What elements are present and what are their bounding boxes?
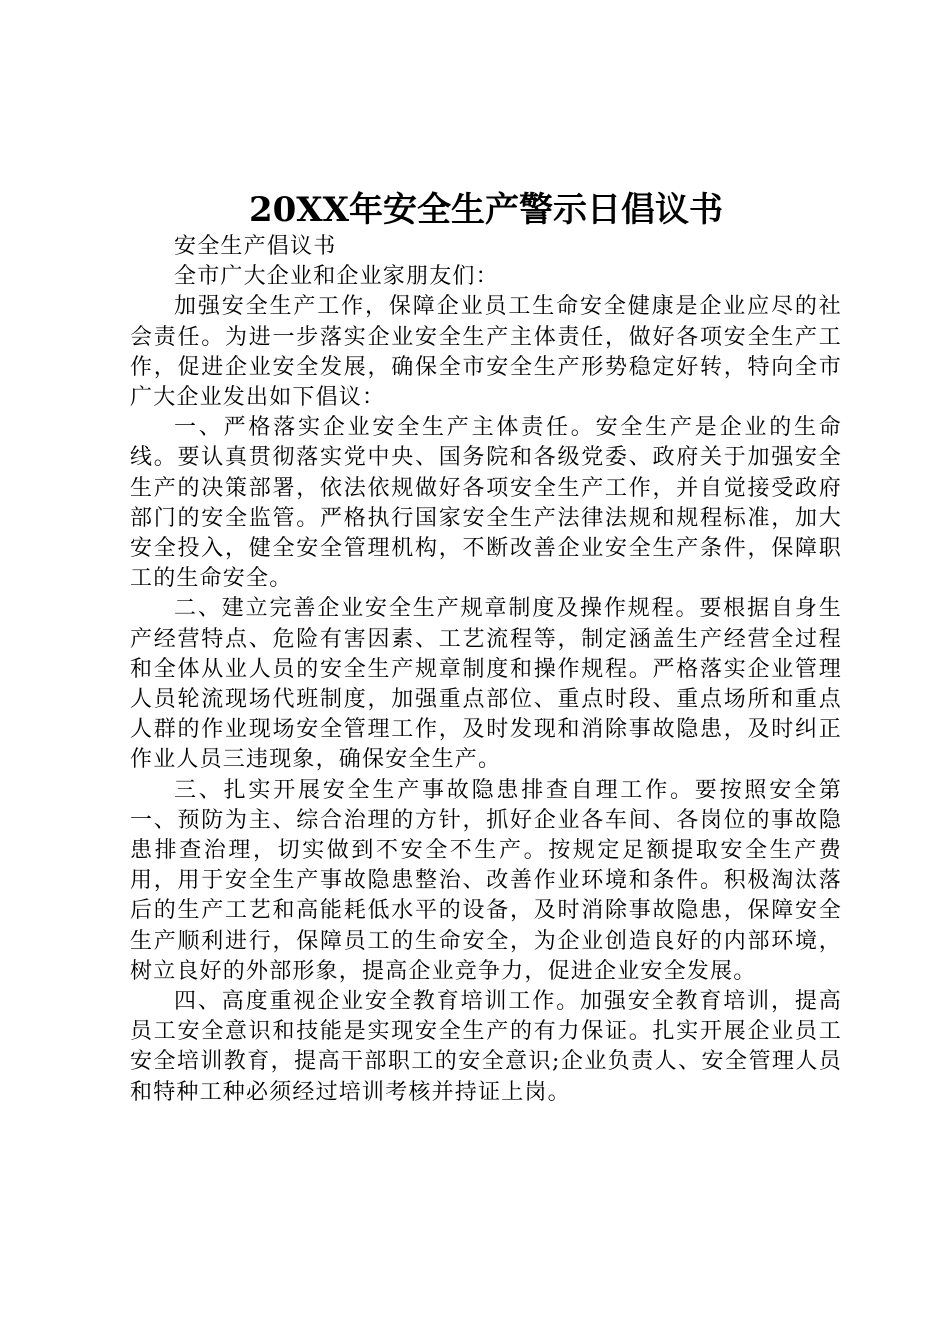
paragraph-salutation: 全市广大企业和企业家朋友们： [174,264,499,290]
document-title: 20XX年安全生产警示日倡议书 [248,190,724,230]
paragraph-point-4: 四、高度重视企业安全教育培训工作。加强安全教育培训，提高员工安全意识和技能是实现安全生产的有力保证。扎实开展企业员工安全培训教育，提高干部职工的安全意识;企业负责人、安全管理人员和特种工种必须经过培训考核并持证上岗。 [130,989,842,1105]
document-page [130,188,842,1108]
paragraph-point-3: 三、扎实开展安全生产事故隐患排查自理工作。要按照安全第一、预防为主、综合治理的方针，抓好企业各车间、各岗位的事故隐患排查治理，切实做到不安全不生产。按规定足额提取安全生产费用，用于安全生产事故隐患整治、改善作业环境和条件。积极淘汰落后的生产工艺和高能耗低水平的设备，及时消除事故隐患，保障安全生产顺利进行，保障员工的生命安全，为企业创造良好的内部环境，树立良好的外部形象，提高企业竞争力，促进企业安全发展。 [130,777,842,984]
document-body [130,232,842,1108]
paragraph-point-2: 二、建立完善企业安全生产规章制度及操作规程。要根据自身生产经营特点、危险有害因素、工艺流程等，制定涵盖生产经营全过程和全体从业人员的安全生产规章制度和操作规程。严格落实企业管理人员轮流现场代班制度，加强重点部位、重点时段、重点场所和重点人群的作业现场安全管理工作，及时发现和消除事故隐患，及时纠正作业人员三违现象，确保安全生产。 [130,596,842,773]
paragraph-point-1: 一、严格落实企业安全生产主体责任。安全生产是企业的生命线。要认真贯彻落实党中央、国务院和各级党委、政府关于加强安全生产的决策部署，依法依规做好各项安全生产工作，并自觉接受政府部门的安全监管。严格执行国家安全生产法律法规和规程标准，加大安全投入，健全安全管理机构，不断改善企业安全生产条件，保障职工的生命安全。 [130,415,842,592]
paragraph-intro: 加强安全生产工作，保障企业员工生命安全健康是企业应尽的社会责任。为进一步落实企业安全生产主体责任，做好各项安全生产工作，促进企业安全发展，确保全市安全生产形势稳定好转，特向全市广大企业发出如下倡议： [130,294,842,411]
paragraph-heading: 安全生产倡议书 [174,234,337,259]
